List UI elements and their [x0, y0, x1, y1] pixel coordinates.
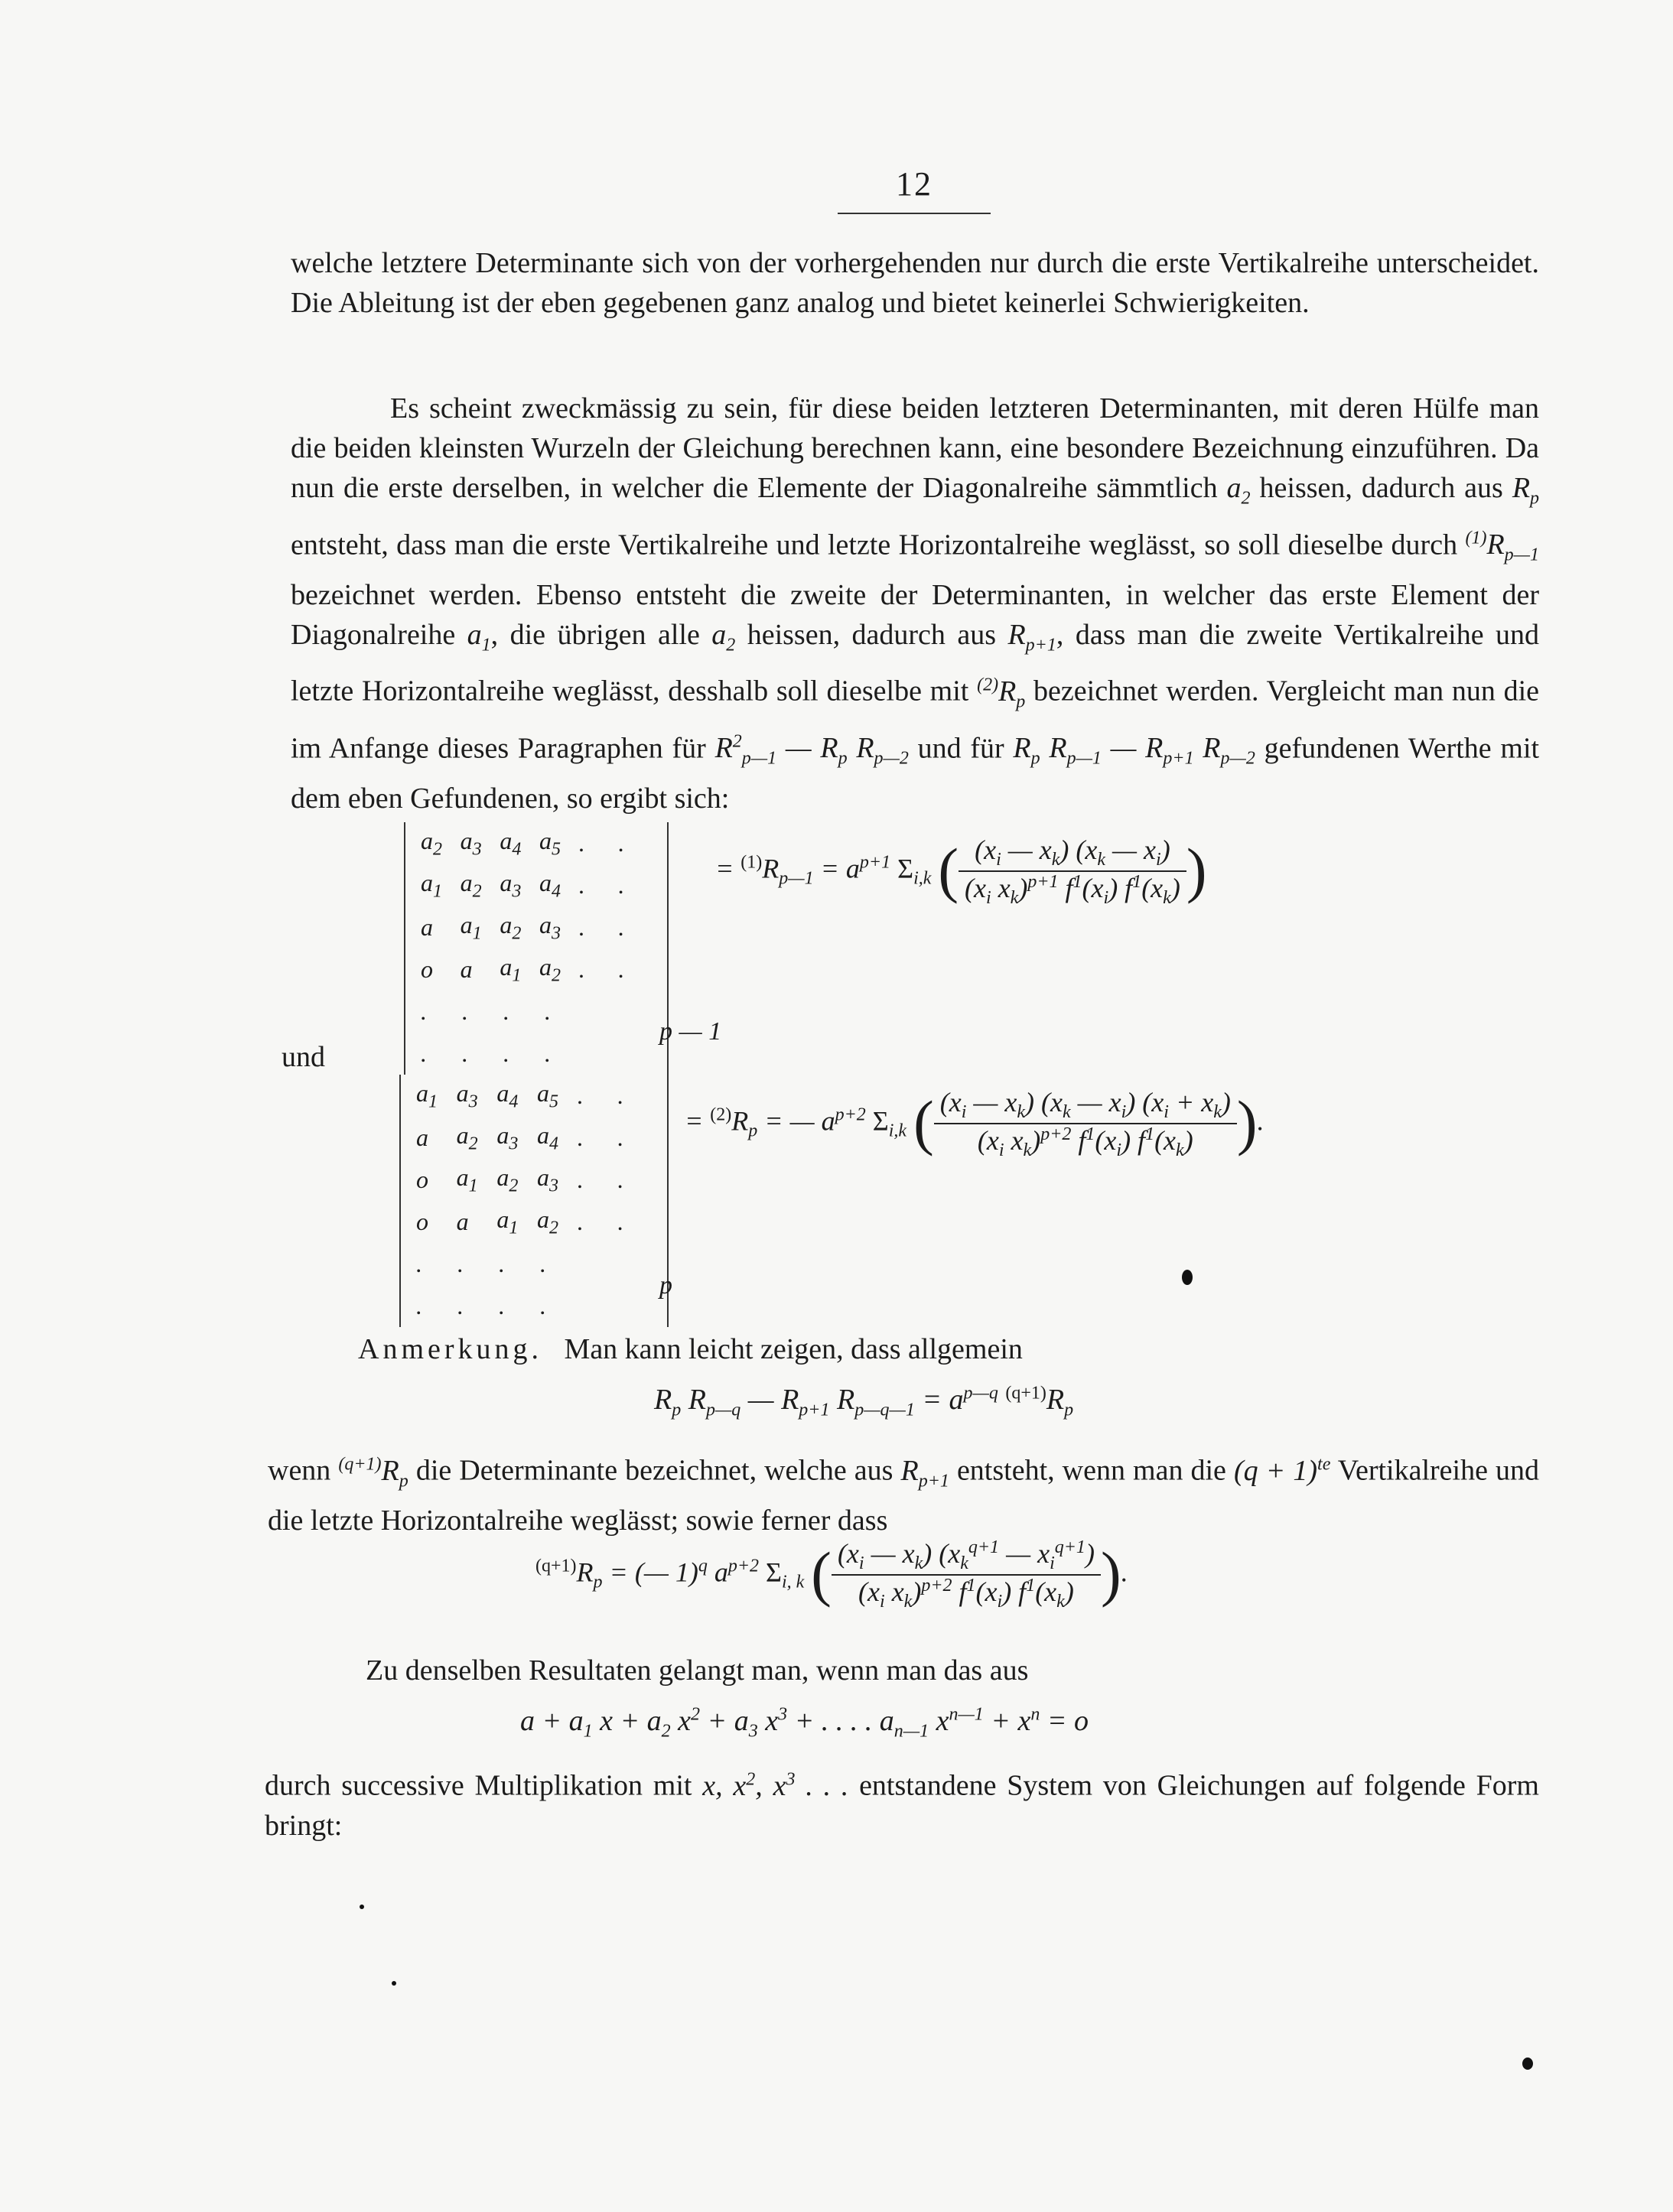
wenn-d: Vertikalreihe und die letzte Horizontalreihe weglässt; sowie ferner dass — [268, 1454, 1539, 1537]
paragraph-1-text: welche letztere Determinante sich von der vorhergehenden nur durch die erste Vertikalreihe unterscheidet. Die Ableitung ist der eben gegebenen ganz analog und bietet keinerlei Schwierigkeiten. — [291, 247, 1539, 319]
math-R2p-1-expr: $R^2_{p—1}$ — $R_p$ $R_{p—2}$ — [714, 731, 909, 769]
ink-speck — [392, 1981, 396, 1986]
formula-2: = $^{(2)}R_p$ = — $a^{p+2}$ $\Sigma_{i,k}$ ( $\frac{(x_i — x_k) (x_k — x_i) (x_i + x_k)}{(x_i x_k)^{p+2} f^1(x_i) f^1(x_k)}$ ). — [685, 1087, 1265, 1161]
formula-3: $R_p$ $R_{p—q}$ — $R_{p+1}$ $R_{p—q—1} = a^{p—q}$ $^{(q+1)}R_p$ — [654, 1383, 1074, 1420]
paragraph-4 — [265, 1759, 1539, 1846]
p2-a: Es scheint zweckmässig zu sein, für diese beiden letzteren Determinanten, mit deren Hülfe man die beiden kleinsten Wurzeln der Gleichung berechnen kann, eine besondere Bezeichnung einzuführen. Da nun die erste derselben, in welcher die Elemente der Diagonalreihe sämmtlich — [291, 392, 1539, 504]
p2-h: bezeichnet werden. Vergleicht man nun die im Anfange dieses Paragraphen für — [291, 675, 1540, 765]
math-Rp+1-b: $R_{p+1}$ — [900, 1454, 949, 1491]
math-Rp: $R_p$ — [1512, 472, 1540, 509]
p2-i: und für — [917, 732, 1004, 765]
paragraph-2 — [291, 389, 1539, 818]
math-Rq-p: $^{(q+1)}R_p$ — [338, 1454, 408, 1491]
math-a2: $a_2$ — [1226, 472, 1251, 509]
math-x-powers: x, $x^2$, $x^3$ . . . — [702, 1769, 849, 1802]
remark-text: Man kann leicht zeigen, dass allgemein — [564, 1333, 1023, 1365]
determinant-1: $a_2$ $a_3$ $a_4$ $a_5$ . . $a_1$ $a_2$ $a_3$ $a_4$ . . a $a_1$ $a_2$ $a_3$ . . o a $a_1$ $a_2$ . . . . . . . . . . — [404, 822, 669, 1075]
p4-b: entstandene System von Gleichungen auf folgende Form bringt: — [265, 1769, 1539, 1842]
label-und: und — [282, 1041, 325, 1073]
math-R2-p: $^{(2)}R_p$ — [977, 675, 1026, 712]
p2-b: heissen, dadurch aus — [1259, 472, 1503, 504]
math-a2-b: $a_2$ — [711, 618, 736, 655]
paragraph-1 — [291, 243, 1539, 323]
determinant-2-order: p — [659, 1271, 672, 1300]
math-R1-p-1: $^{(1)}R_{p—1}$ — [1465, 528, 1540, 565]
p2-d: bezeichnet werden. Ebenso entsteht die zweite der Determinanten, in welcher das erste Element der Diagonalreihe — [291, 578, 1539, 651]
paragraph-3 — [366, 1651, 1536, 1690]
paragraph-3-text: Zu denselben Resultaten gelangt man, wenn man das aus — [366, 1654, 1029, 1687]
p2-c: entsteht, dass man die erste Vertikalreihe und letzte Horizontalreihe weglässt, so soll dieselbe durch — [291, 529, 1458, 561]
paragraph-wenn — [268, 1444, 1539, 1540]
wenn-b: die Determinante bezeichnet, welche aus — [415, 1454, 893, 1487]
p2-e: , die übrigen alle — [490, 618, 700, 651]
math-RpRp-1-expr: $R_p$ $R_{p—1}$ — $R_{p+1}$ $R_{p—2}$ — [1013, 732, 1255, 769]
formula-5: $a + a_1$ $x + a_2$ $x^2 + a_3$ $x^3$ + . . . . $a_{n—1}$ $x^{n—1} + x^n = o$ — [520, 1704, 1089, 1742]
determinant-1-order: p — 1 — [659, 1017, 722, 1046]
page-number-rule — [838, 213, 991, 214]
formula-1: = $^{(1)}R_{p—1} = a^{p+1}$ $\Sigma_{i,k}$ ( $\frac{(x_i — x_k) (x_k — x_i)}{(x_i x_k)^{p+1} f^1(x_i) f^1(x_k)}$ ) — [715, 834, 1207, 909]
determinant-2: $a_1$ $a_3$ $a_4$ $a_5$ . . a $a_2$ $a_3$ $a_4$ . . o $a_1$ $a_2$ $a_3$ . . o a $a_1$ $a_2$ . . . . . . . . . . — [399, 1075, 669, 1327]
math-q+1-te: $(q + 1)^{te}$ — [1233, 1454, 1331, 1487]
wenn-a: wenn — [268, 1454, 331, 1487]
formula-4: $^{(q+1)}R_p$ = (— 1)$^q$ $a^{p+2}$ $\Sigma_{i, k}$ ( $\frac{(x_i — x_k) (x_k^{q+1} — x_i^{q+1})}{(x_i x_k)^{p+2} f^1(x_i) f^1(x_k)}$ ). — [535, 1537, 1128, 1612]
p2-j: gefundenen Werthe mit dem eben Gefundenen, so ergibt sich: — [291, 732, 1540, 815]
ink-speck — [360, 1905, 364, 1909]
ink-speck — [1182, 1270, 1193, 1285]
ink-speck — [1522, 2057, 1533, 2070]
wenn-c: entsteht, wenn man die — [956, 1454, 1226, 1487]
math-a1: $a_1$ — [467, 618, 491, 655]
p4-a: durch successive Multiplikation mit — [265, 1769, 692, 1802]
remark-label: Anmerkung. — [358, 1333, 543, 1365]
remark-line — [358, 1329, 1536, 1369]
p2-f: heissen, dadurch aus — [747, 618, 997, 651]
math-Rp+1: $R_{p+1}$ — [1007, 618, 1056, 655]
page-number: 12 — [896, 165, 933, 203]
p2-g: , dass man die zweite Vertikalreihe und letzte Horizontalreihe weglässt, desshalb soll dieselbe mit — [291, 618, 1539, 708]
